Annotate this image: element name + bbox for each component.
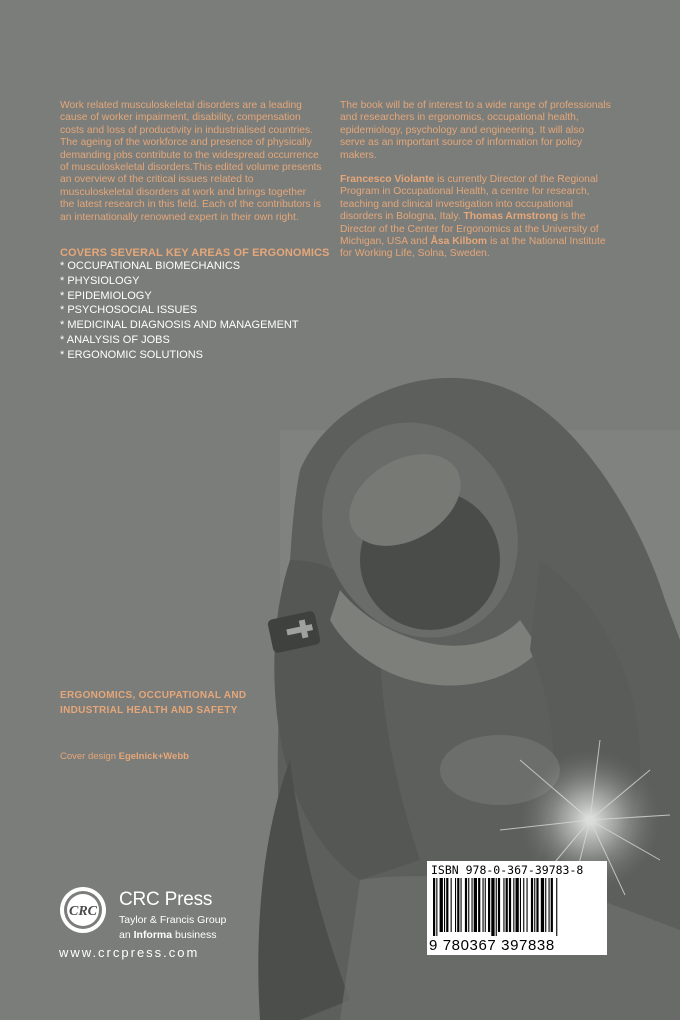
barcode-bar: [523, 878, 524, 932]
barcode-bar: [472, 878, 473, 932]
list-item: * PSYCHOSOCIAL ISSUES: [60, 304, 198, 317]
barcode-bar: [536, 878, 538, 932]
barcode-bar: [534, 878, 535, 932]
barcode-bar: [496, 878, 497, 936]
barcode-bar: [446, 878, 448, 932]
editor-name: Åsa Kilbom: [430, 236, 488, 248]
list-item: * EPIDEMIOLOGY: [60, 289, 152, 302]
barcode-bars: [431, 878, 603, 936]
audience-paragraph: The book will be of interest to a wide range of professionals and researchers in ergonomics, occupational health, epidemiology, psychology and engineering. It will also serve as an important source of information for policy makers.: [340, 100, 611, 161]
barcode-bar: [509, 878, 511, 932]
barcode-bar: [513, 878, 514, 932]
publisher-name: CRC Press: [119, 889, 213, 910]
barcode-bar: [503, 878, 504, 932]
barcode-bar: [545, 878, 546, 932]
publisher-subtitle: [119, 929, 216, 941]
barcode-bar: [483, 878, 484, 932]
barcode-bar: [551, 878, 553, 932]
barcode-bar: [455, 878, 456, 932]
list-item: * MEDICINAL DIAGNOSIS AND MANAGEMENT: [60, 319, 299, 332]
barcode-bar: [444, 878, 445, 932]
isbn-barcode: [427, 861, 607, 955]
barcode-bar: [474, 878, 477, 932]
list-item: * ANALYSIS OF JOBS: [60, 333, 170, 346]
barcode-bar: [465, 878, 467, 932]
subtitle-suffix: business: [172, 929, 217, 941]
barcode-bar: [478, 878, 480, 932]
subtitle-bold: Informa: [133, 929, 173, 941]
logo-text: CRC: [68, 904, 98, 919]
publisher-group: Taylor & Francis Group: [119, 914, 227, 926]
barcode-bar: [488, 878, 490, 932]
designer-name: Egelnick+Webb: [118, 751, 189, 762]
credit-label: Cover design: [60, 751, 119, 762]
list-item: * OCCUPATIONAL BIOMECHANICS: [60, 260, 241, 272]
editor-name: Francesco Violante: [340, 174, 435, 185]
barcode-bar: [457, 878, 459, 932]
subtitle-prefix: an: [119, 929, 134, 941]
barcode-bar: [520, 878, 521, 932]
barcode-digits: 9 780367 397838: [429, 937, 555, 954]
series-line: ERGONOMICS, OCCUPATIONAL AND: [60, 690, 247, 701]
barcode-bar: [451, 878, 452, 932]
list-item: * ERGONOMIC SOLUTIONS: [60, 348, 204, 361]
editor-bio: is currently Director of the Regional Program in Occupational Health, a centre for research, teaching and clinical investigation into occupational disorders in Bologna, Italy.: [340, 174, 598, 223]
editors-paragraph: [340, 174, 612, 261]
book-description: Work related musculoskeletal disorders are a leading cause of worker impairment, disability, compensation costs and loss of productivity in industrialised countries. The ageing of the workforce and presence of physically demanding jobs contribute to the widespread occurrence of musculoskeletal disorders.This edited volume presents an overview of the critical issues related to musculoskeletal disorders at work and brings together the latest research in this field. Each of the contributors is an internationally renowned expert in their own right.: [60, 100, 322, 223]
series-title: [60, 688, 246, 718]
topics-list: [60, 259, 299, 363]
editor-bio: is at the National Institute for Working Life, Solna, Sweden.: [340, 236, 606, 260]
barcode-bar: [516, 878, 519, 932]
barcode-bar: [491, 878, 494, 936]
barcode-bar: [461, 878, 462, 932]
editor-bio: is the Director of the Center for Ergonomics at the University of Michigan, USA and: [340, 211, 599, 248]
editor-name: Thomas Armstrong: [463, 211, 559, 223]
barcode-bar: [531, 878, 533, 932]
barcode-bar: [468, 878, 469, 932]
publisher-website: www.crcpress.com: [59, 945, 200, 960]
covers-heading: COVERS SEVERAL KEY AREAS OF ERGONOMICS: [60, 247, 330, 259]
barcode-bar: [549, 878, 550, 932]
barcode-bar: [541, 878, 544, 932]
barcode-bar: [436, 878, 437, 936]
barcode-bar: [506, 878, 508, 932]
cover-design-credit: [60, 751, 189, 762]
crc-logo-icon: [59, 886, 107, 934]
barcode-bar: [485, 878, 486, 932]
barcode-bar: [433, 878, 435, 936]
isbn-number: ISBN 978-0-367-39783-8: [431, 863, 584, 877]
list-item: * PHYSIOLOGY: [60, 274, 140, 287]
barcode-bar: [527, 878, 528, 932]
series-line: INDUSTRIAL HEALTH AND SAFETY: [60, 705, 238, 716]
barcode-bar: [440, 878, 443, 932]
barcode-bar: [498, 878, 500, 932]
barcode-bar: [556, 878, 557, 936]
